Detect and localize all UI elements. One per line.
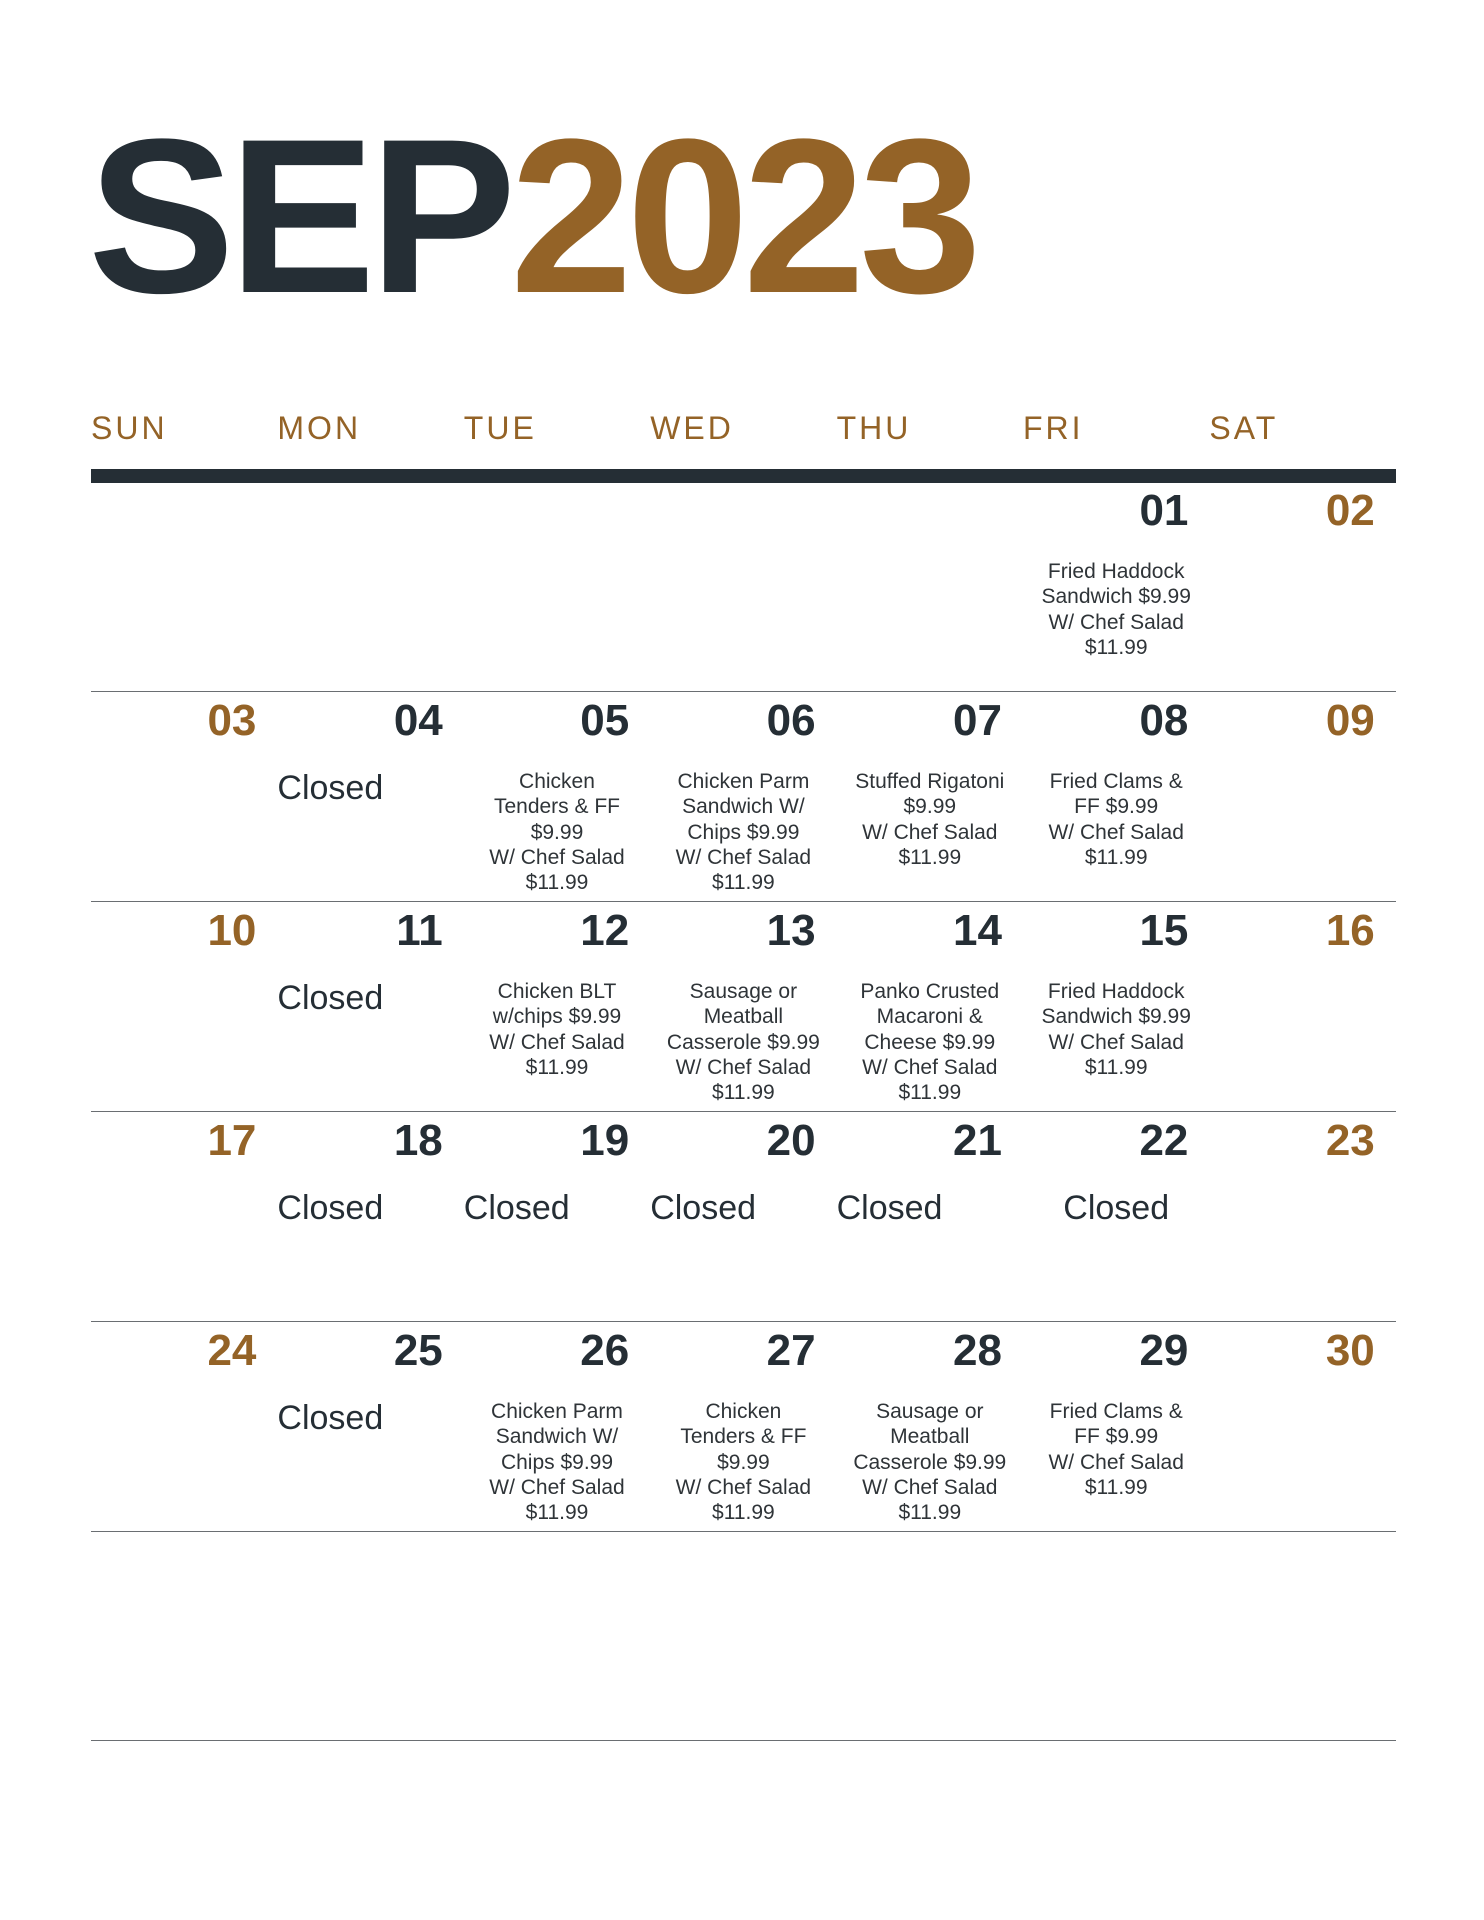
day-number: 12 [580, 906, 630, 955]
day-cell-sun [91, 903, 277, 1111]
menu-line: Sandwich $9.99 [1041, 1005, 1191, 1029]
menu-line: Sandwich W/ [495, 1425, 619, 1449]
day-cell-wed [650, 1113, 836, 1321]
menu-line: W/ Chef Salad [862, 820, 998, 844]
menu-line: W/ Chef Salad [862, 1475, 998, 1499]
day-number: 08 [1139, 696, 1189, 745]
weekday-sat: SAT [1209, 410, 1279, 446]
day-number: 15 [1139, 906, 1189, 955]
closed-label: Closed [650, 1189, 757, 1227]
day-cell-sat [1209, 693, 1395, 901]
day-number: 19 [580, 1116, 630, 1165]
menu-special [1023, 1399, 1209, 1500]
day-cell-thu [837, 1113, 1023, 1321]
day-cell-mon [277, 693, 463, 901]
menu-line: W/ Chef Salad [675, 1055, 812, 1079]
menu-line: Chips $9.99 [687, 820, 800, 844]
day-cell-fri [1023, 903, 1209, 1111]
day-cell-sun [91, 1113, 277, 1321]
menu-line: Fried Clams & [1049, 770, 1183, 793]
menu-line: Tenders & FF [493, 795, 621, 819]
day-cell-wed [650, 693, 836, 901]
week-row [91, 693, 1396, 903]
menu-line: Chicken [705, 1400, 782, 1423]
menu-line: W/ Chef Salad [675, 845, 812, 869]
day-number: 18 [393, 1116, 443, 1165]
day-cell-sat [1209, 1113, 1395, 1321]
menu-line: Sandwich $9.99 [1041, 585, 1191, 609]
menu-special [837, 769, 1023, 870]
day-number: 06 [766, 696, 816, 745]
closed-label: Closed [277, 769, 384, 807]
week-divider [91, 901, 1396, 902]
day-number: 02 [1325, 486, 1375, 535]
menu-line: $11.99 [898, 1501, 962, 1525]
day-number: 22 [1139, 1116, 1189, 1165]
menu-line: $11.99 [1084, 1475, 1148, 1499]
menu-line: W/ Chef Salad [489, 1475, 625, 1499]
menu-line: $9.99 [530, 820, 584, 844]
menu-line: W/ Chef Salad [1048, 820, 1184, 844]
menu-line: $11.99 [525, 871, 589, 895]
menu-line: Meatball [890, 1425, 970, 1449]
day-cell-tue [464, 693, 650, 901]
day-number: 29 [1139, 1326, 1189, 1375]
menu-special [1023, 979, 1209, 1080]
menu-line: Chicken [519, 770, 595, 793]
title-year: 2023 [510, 93, 976, 339]
menu-line: $11.99 [1084, 845, 1148, 869]
weekday-tue: TUE [463, 410, 537, 446]
day-number: 25 [393, 1326, 443, 1375]
weekday-thu: THU [836, 410, 912, 446]
menu-line: W/ Chef Salad [862, 1055, 998, 1079]
day-cell-sun [91, 693, 277, 901]
day-number: 10 [207, 906, 257, 955]
header-divider [91, 469, 1396, 483]
menu-special [650, 979, 836, 1105]
menu-line: Cheese $9.99 [864, 1030, 996, 1054]
day-cell-sun [91, 1323, 277, 1531]
menu-line: Meatball [703, 1005, 784, 1029]
menu-line: Casserole $9.99 [853, 1450, 1007, 1474]
menu-line: W/ Chef Salad [1048, 1030, 1184, 1054]
menu-line: $11.99 [898, 845, 962, 869]
menu-line: Stuffed Rigatoni [855, 770, 1005, 793]
closed-label: Closed [836, 1189, 943, 1227]
menu-line: Casserole $9.99 [666, 1030, 820, 1054]
menu-line: Fried Haddock [1047, 560, 1185, 583]
menu-line: $11.99 [1084, 635, 1148, 659]
day-cell-mon [277, 1113, 463, 1321]
day-number: 03 [207, 696, 257, 745]
week-divider [91, 1531, 1396, 1532]
week-row [91, 903, 1396, 1113]
day-cell-sat [1209, 1323, 1395, 1531]
menu-special [1023, 769, 1209, 870]
menu-line: W/ Chef Salad [489, 845, 625, 869]
closed-label: Closed [277, 979, 384, 1017]
menu-line: W/ Chef Salad [489, 1030, 625, 1054]
menu-line: Chicken BLT [497, 980, 617, 1003]
closed-label: Closed [463, 1189, 570, 1227]
menu-line: $11.99 [898, 1081, 962, 1105]
day-number: 30 [1325, 1326, 1375, 1375]
menu-line: Sandwich W/ [682, 795, 805, 819]
day-cell-wed [650, 1323, 836, 1531]
menu-special [650, 1399, 836, 1525]
page-title [88, 93, 976, 339]
menu-line: Chicken Parm [677, 770, 810, 793]
weekday-wed: WED [650, 410, 734, 446]
menu-line: W/ Chef Salad [675, 1475, 812, 1499]
week-row [91, 483, 1396, 693]
day-cell-fri [1023, 483, 1209, 691]
day-cell-thu [837, 1323, 1023, 1531]
menu-special [837, 1399, 1023, 1525]
day-number: 20 [766, 1116, 816, 1165]
day-number: 23 [1325, 1116, 1375, 1165]
day-cell-fri [1023, 1113, 1209, 1321]
weekday-sun: SUN [91, 410, 168, 446]
day-cell-sat [1209, 483, 1395, 691]
closed-label: Closed [277, 1399, 384, 1437]
menu-special [1023, 559, 1209, 660]
menu-line: Chips $9.99 [500, 1450, 614, 1474]
day-number: 21 [953, 1116, 1002, 1165]
menu-line: $11.99 [712, 871, 775, 895]
menu-special [464, 769, 650, 895]
menu-line: w/chips $9.99 [492, 1005, 622, 1029]
calendar-grid [91, 483, 1396, 1533]
day-number: 07 [953, 696, 1002, 745]
menu-line: $11.99 [525, 1055, 589, 1079]
day-number: 28 [953, 1326, 1002, 1375]
day-number: 05 [580, 696, 630, 745]
day-number: 27 [766, 1326, 816, 1375]
menu-line: $11.99 [1084, 1055, 1148, 1079]
menu-special [837, 979, 1023, 1105]
day-number: 16 [1325, 906, 1375, 955]
menu-line: Fried Haddock [1047, 980, 1185, 1003]
week-divider [91, 691, 1396, 692]
menu-line: $11.99 [712, 1081, 775, 1105]
menu-line: $11.99 [525, 1501, 589, 1525]
closed-label: Closed [277, 1189, 384, 1227]
weekday-header [91, 410, 1396, 450]
weekday-fri: FRI [1023, 410, 1084, 446]
day-number: 13 [766, 906, 816, 955]
day-cell-fri [1023, 1323, 1209, 1531]
day-cell-sat [1209, 903, 1395, 1111]
closed-label: Closed [1063, 1189, 1170, 1227]
day-number: 01 [1139, 486, 1189, 535]
menu-line: FF $9.99 [1074, 795, 1159, 819]
menu-line: $9.99 [903, 795, 957, 819]
menu-line: Macaroni & [876, 1005, 983, 1029]
menu-line: $9.99 [717, 1450, 770, 1474]
day-number: 09 [1325, 696, 1375, 745]
day-cell-mon [277, 1323, 463, 1531]
day-cell-mon [277, 903, 463, 1111]
menu-line: Sausage or [689, 980, 798, 1003]
week-row [91, 1113, 1396, 1323]
day-cell-tue [464, 1113, 650, 1321]
menu-line: Panko Crusted [860, 980, 1000, 1003]
day-number: 24 [207, 1326, 257, 1375]
menu-line: Sausage or [876, 1400, 984, 1423]
day-number: 14 [953, 906, 1002, 955]
day-cell-wed [650, 903, 836, 1111]
day-cell-thu [837, 693, 1023, 901]
day-number: 17 [207, 1116, 257, 1165]
menu-line: Fried Clams & [1049, 1400, 1183, 1423]
day-cell-fri [1023, 693, 1209, 901]
day-number: 04 [393, 696, 443, 745]
menu-line: $11.99 [712, 1501, 775, 1525]
weekday-mon: MON [277, 410, 362, 446]
menu-line: FF $9.99 [1074, 1425, 1159, 1449]
title-month: SEP [88, 93, 511, 339]
week-divider [91, 1111, 1396, 1112]
day-cell-tue [464, 1323, 650, 1531]
menu-special [650, 769, 836, 895]
menu-line: W/ Chef Salad [1048, 610, 1184, 634]
day-number: 11 [396, 906, 443, 955]
day-cell-tue [464, 903, 650, 1111]
day-cell-thu [837, 903, 1023, 1111]
bottom-divider [91, 1740, 1396, 1741]
menu-line: Chicken Parm [491, 1400, 623, 1423]
menu-special [464, 1399, 650, 1525]
week-divider [91, 1321, 1396, 1322]
menu-line: Tenders & FF [680, 1425, 807, 1449]
menu-special [464, 979, 650, 1080]
week-row [91, 1323, 1396, 1533]
day-number: 26 [580, 1326, 630, 1375]
menu-line: W/ Chef Salad [1048, 1450, 1184, 1474]
